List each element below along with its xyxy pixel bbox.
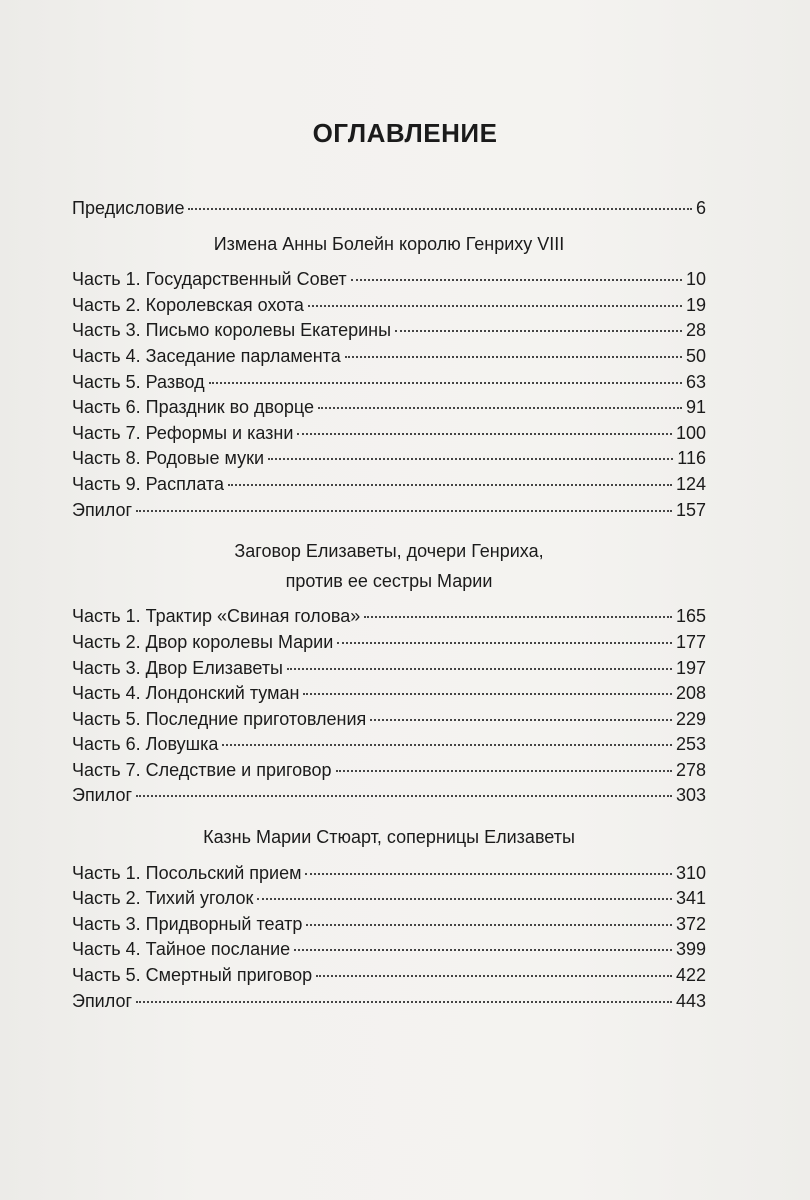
- toc-entry-label: Часть 4. Тайное послание: [72, 939, 291, 960]
- leader-dots: [136, 510, 672, 512]
- leader-dots: [395, 330, 682, 332]
- toc-entry-label: Часть 2. Двор королевы Марии: [72, 631, 334, 652]
- toc-entry[interactable]: [72, 267, 706, 293]
- leader-dots: [228, 484, 672, 486]
- toc-entry[interactable]: [72, 395, 706, 421]
- toc-entry-label: Часть 8. Родовые муки: [72, 448, 265, 469]
- toc-entry-page: 100: [675, 422, 706, 443]
- leader-dots: [268, 458, 673, 460]
- toc-entry-label: Часть 9. Расплата: [72, 473, 224, 494]
- toc-entry-page: 310: [675, 862, 706, 883]
- toc-entry-preface[interactable]: [72, 196, 706, 222]
- toc-entry-page: 6: [695, 198, 706, 218]
- toc-entry-label: Часть 6. Праздник во дворце: [72, 397, 315, 418]
- toc-entry[interactable]: [72, 886, 706, 912]
- toc-entry-page: 50: [685, 345, 706, 366]
- toc-entry-page: 63: [685, 371, 706, 392]
- toc-entry[interactable]: [72, 937, 706, 963]
- toc-entry-label: Эпилог: [72, 499, 133, 520]
- toc-entry[interactable]: [72, 783, 706, 809]
- toc-entry-label: Часть 3. Двор Елизаветы: [72, 657, 283, 678]
- leader-dots: [188, 208, 692, 210]
- toc-entry[interactable]: [72, 630, 706, 656]
- show-through-text: [80, 78, 85, 103]
- toc-entry[interactable]: [72, 604, 706, 630]
- toc-entry-label: Часть 5. Последние приготовления: [72, 708, 367, 729]
- toc-entry-page: 229: [675, 708, 706, 729]
- toc-entry-page: 91: [685, 397, 706, 418]
- toc-entry-page: 341: [675, 888, 706, 909]
- toc-entry-label: Часть 5. Развод: [72, 371, 205, 392]
- toc-entry[interactable]: [72, 421, 706, 447]
- leader-dots: [351, 279, 682, 281]
- toc-entry-page: 165: [675, 606, 706, 627]
- leader-dots: [337, 642, 672, 644]
- toc-entry-label: Часть 4. Заседание парламента: [72, 345, 341, 366]
- leader-dots: [308, 305, 682, 307]
- leader-dots: [370, 719, 672, 721]
- toc-entry-page: 253: [675, 734, 706, 755]
- toc-entry-page: 197: [675, 657, 706, 678]
- toc-entry-page: 116: [677, 448, 706, 469]
- toc-entry[interactable]: [72, 912, 706, 938]
- leader-dots: [297, 433, 672, 435]
- toc-entry-label: Часть 1. Трактир «Свиная голова»: [72, 606, 361, 627]
- toc-entry-label: Эпилог: [72, 785, 133, 806]
- toc-entry-page: 10: [685, 269, 706, 290]
- leader-dots: [336, 770, 672, 772]
- toc-entry[interactable]: [72, 963, 706, 989]
- toc-entry-label: Часть 5. Смертный приговор: [72, 965, 313, 986]
- leader-dots: [209, 382, 682, 384]
- toc-entry-label: Эпилог: [72, 990, 133, 1011]
- leader-dots: [318, 407, 682, 409]
- toc-entry-page: 372: [675, 913, 706, 934]
- toc-entry-label: Часть 1. Государственный Совет: [72, 269, 347, 290]
- section-heading-line-2: против ее сестры Марии: [285, 570, 493, 591]
- toc-entry-label: Часть 2. Тихий уголок: [72, 888, 254, 909]
- toc-entry[interactable]: [72, 293, 706, 319]
- toc-entry-page: 399: [675, 939, 706, 960]
- leader-dots: [257, 898, 672, 900]
- toc-entry[interactable]: [72, 707, 706, 733]
- toc-entry-label: Часть 3. Письмо королевы Екатерины: [72, 320, 392, 341]
- toc-entry[interactable]: [72, 498, 706, 524]
- toc-entry-page: 28: [685, 320, 706, 341]
- leader-dots: [136, 1001, 672, 1003]
- toc-entry[interactable]: [72, 758, 706, 784]
- toc-entry-label: Часть 1. Посольский прием: [72, 862, 302, 883]
- leader-dots: [222, 744, 672, 746]
- toc-entry[interactable]: [72, 472, 706, 498]
- toc-entry[interactable]: [72, 656, 706, 682]
- toc-entry[interactable]: [72, 732, 706, 758]
- toc-entry-page: 422: [675, 965, 706, 986]
- toc-entry[interactable]: [72, 446, 706, 472]
- toc-entry[interactable]: [72, 861, 706, 887]
- toc-entry-label: Часть 2. Королевская охота: [72, 294, 304, 315]
- leader-dots: [345, 356, 682, 358]
- leader-dots: [364, 616, 672, 618]
- table-of-contents: [72, 196, 706, 1014]
- toc-entry[interactable]: [72, 681, 706, 707]
- toc-entry-page: 303: [675, 785, 706, 806]
- toc-entry-label: Часть 3. Придворный театр: [72, 913, 303, 934]
- toc-entry-label: Часть 7. Следствие и приговор: [72, 759, 332, 780]
- leader-dots: [306, 924, 672, 926]
- toc-entry-label: Предисловие: [72, 198, 185, 218]
- toc-entry-page: 177: [675, 631, 706, 652]
- toc-entry[interactable]: [72, 344, 706, 370]
- toc-entry[interactable]: [72, 370, 706, 396]
- leader-dots: [136, 795, 672, 797]
- leader-dots: [287, 668, 672, 670]
- section-heading: Заговор Елизаветы, дочери Генриха,: [234, 541, 544, 562]
- section-heading: Казнь Марии Стюарт, соперницы Елизаветы: [203, 827, 575, 848]
- toc-entry-page: 157: [675, 499, 706, 520]
- leader-dots: [316, 975, 672, 977]
- page-title: ОГЛАВЛЕНИЕ: [312, 118, 498, 148]
- section-heading: Измена Анны Болейн королю Генриху VIII: [213, 233, 565, 254]
- toc-entry-page: 208: [675, 683, 706, 704]
- toc-entry-label: Часть 7. Реформы и казни: [72, 422, 294, 443]
- leader-dots: [303, 693, 672, 695]
- toc-entry-page: 443: [675, 990, 706, 1011]
- toc-entry[interactable]: [72, 318, 706, 344]
- toc-entry-page: 19: [685, 294, 706, 315]
- toc-entry-page: 124: [675, 473, 706, 494]
- toc-entry-label: Часть 4. Лондонский туман: [72, 683, 300, 704]
- toc-entry-page: 278: [675, 759, 706, 780]
- toc-entry-label: Часть 6. Ловушка: [72, 734, 219, 755]
- toc-entry[interactable]: [72, 989, 706, 1015]
- leader-dots: [294, 949, 672, 951]
- leader-dots: [305, 873, 671, 875]
